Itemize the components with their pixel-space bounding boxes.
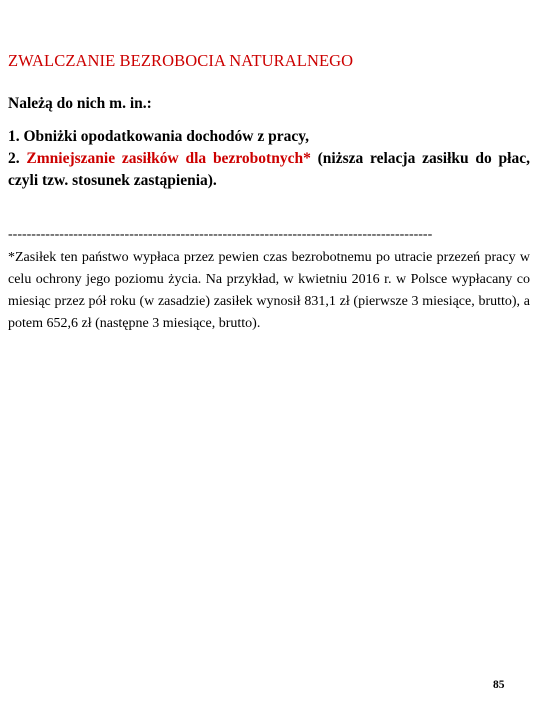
footnote-divider: ------------------------------------------------------------------------------------------- — [8, 228, 433, 242]
intro-text: Należą do nich m. in.: — [8, 95, 152, 112]
page-number: 85 — [493, 679, 505, 691]
list-item-2 — [8, 148, 530, 192]
measures-list — [8, 126, 530, 192]
page-title: ZWALCZANIE BEZROBOCIA NATURALNEGO — [8, 51, 354, 70]
list-item-1 — [8, 126, 530, 148]
list-item-2-number: 2. — [8, 150, 27, 167]
list-item-2-suffix: (niższa relacja zasiłku do płac, czyli tzw. stosunek zastąpienia). — [8, 150, 530, 189]
document-page — [8, 0, 530, 720]
list-item-1-text: 1. Obniżki opodatkowania dochodów z pracy, — [8, 128, 310, 145]
footnote-text: *Zasiłek ten państwo wypłaca przez pewien czas bezrobotnemu po utracie przezeń pracy w celu ochrony jego poziomu życia. Na przykład, w kwietniu 2016 r. w Polsce wypłacany co miesiąc przez pół roku (w zasadzie) zasiłek wynosił 831,1 zł (pierwsze 3 miesiące, brutto), a potem 652,6 zł (następne 3 miesiące, brutto). — [8, 250, 530, 331]
list-item-2-highlight: Zmniejszanie zasiłków dla bezrobotnych* — [26, 150, 311, 167]
